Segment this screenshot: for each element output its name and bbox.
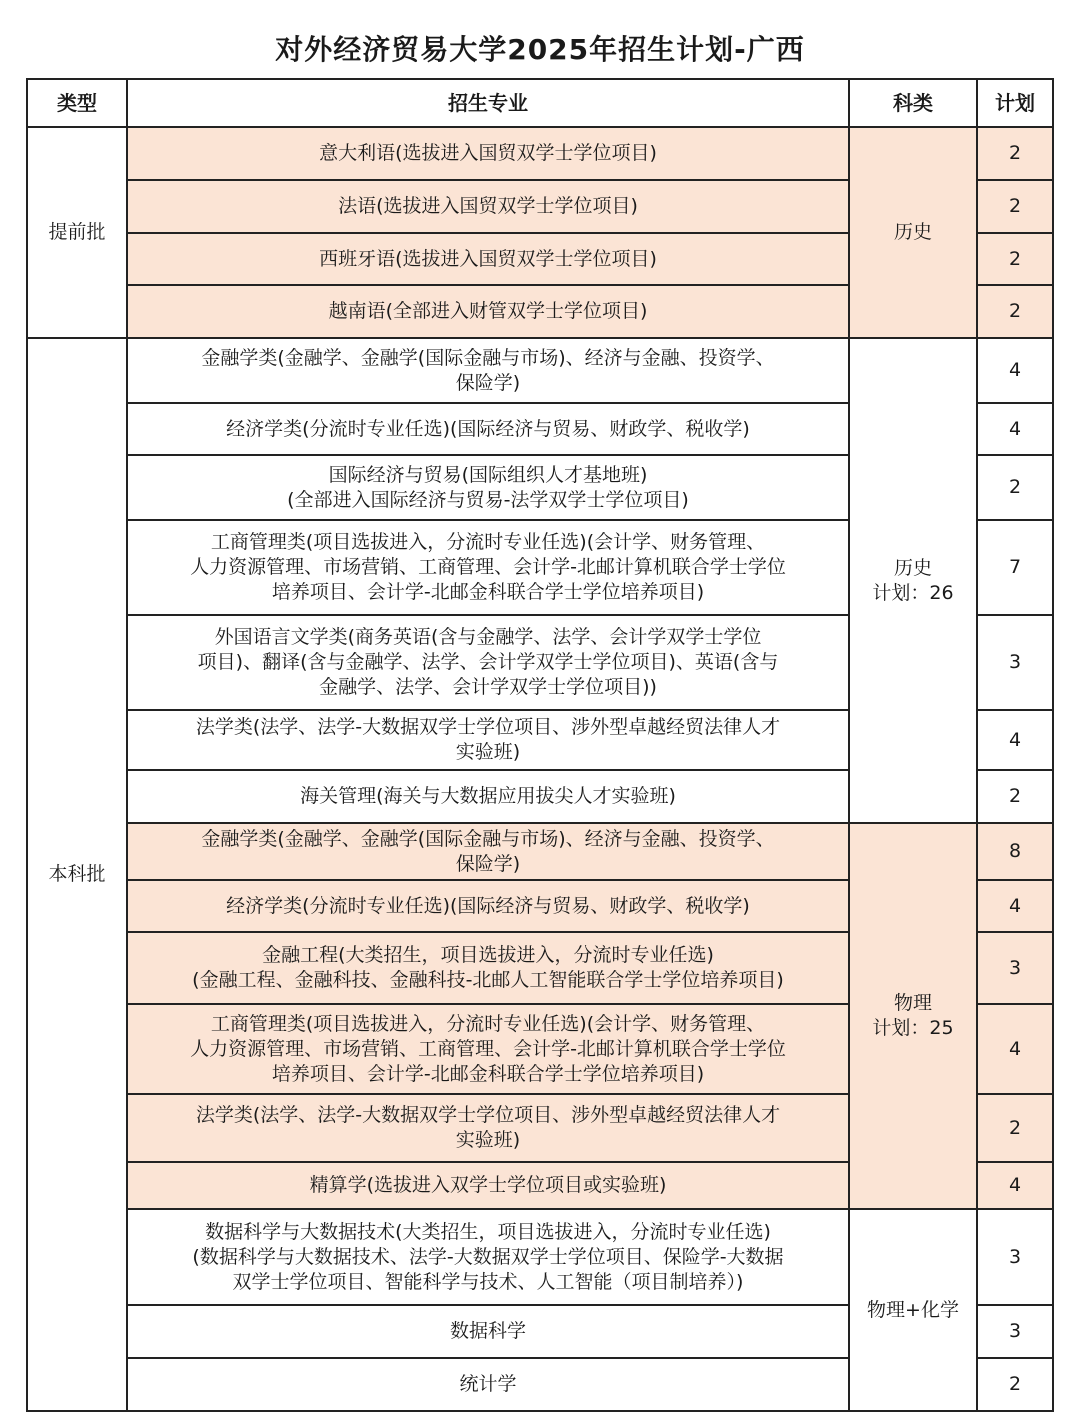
plan-cell: 2 [977, 1358, 1053, 1411]
plan-cell: 4 [977, 1004, 1053, 1094]
plan-cell: 3 [977, 1305, 1053, 1358]
subject-physics-chemistry: 物理+化学 [849, 1209, 977, 1411]
table-row [27, 127, 1053, 180]
major-cell: 数据科学 [127, 1305, 849, 1358]
plan-cell: 4 [977, 403, 1053, 455]
table-header-row [27, 79, 1053, 127]
plan-cell: 8 [977, 823, 1053, 880]
major-cell: 工商管理类(项目选拔进入，分流时专业任选)(会计学、财务管理、 人力资源管理、市场营销、工商管理、会计学-北邮计算机联合学士学位 培养项目、会计学-北邮金科联合学士学位培养项目) [127, 520, 849, 615]
table-row [27, 1209, 1053, 1305]
major-cell: 金融学类(金融学、金融学(国际金融与市场)、经济与金融、投资学、 保险学) [127, 823, 849, 880]
header-major: 招生专业 [127, 79, 849, 127]
admission-plan-table [26, 78, 1054, 1412]
plan-cell: 2 [977, 127, 1053, 180]
plan-cell: 2 [977, 770, 1053, 823]
page-title: 对外经济贸易大学2025年招生计划-广西 [275, 33, 805, 66]
subject-physics: 物理 计划：25 [849, 823, 977, 1209]
plan-cell: 2 [977, 455, 1053, 520]
header-plan: 计划 [977, 79, 1053, 127]
major-cell: 金融工程(大类招生，项目选拔进入，分流时专业任选) (金融工程、金融科技、金融科技-北邮人工智能联合学士学位培养项目) [127, 932, 849, 1004]
major-cell: 西班牙语(选拔进入国贸双学士学位项目) [127, 233, 849, 285]
plan-cell: 2 [977, 233, 1053, 285]
header-type: 类型 [27, 79, 127, 127]
major-cell: 越南语(全部进入财管双学士学位项目) [127, 285, 849, 338]
table-row [27, 338, 1053, 403]
plan-cell: 4 [977, 338, 1053, 403]
table-row [27, 823, 1053, 880]
subject-early-history: 历史 [849, 127, 977, 338]
major-cell: 数据科学与大数据技术(大类招生，项目选拔进入，分流时专业任选) (数据科学与大数据技术、法学-大数据双学士学位项目、保险学-大数据 双学士学位项目、智能科学与技术、人工智能（项目制培养）) [127, 1209, 849, 1305]
major-cell: 金融学类(金融学、金融学(国际金融与市场)、经济与金融、投资学、 保险学) [127, 338, 849, 403]
major-cell: 海关管理(海关与大数据应用拔尖人才实验班) [127, 770, 849, 823]
major-cell: 法学类(法学、法学-大数据双学士学位项目、涉外型卓越经贸法律人才 实验班) [127, 1094, 849, 1162]
major-cell: 统计学 [127, 1358, 849, 1411]
plan-cell: 4 [977, 880, 1053, 932]
major-cell: 国际经济与贸易(国际组织人才基地班) (全部进入国际经济与贸易-法学双学士学位项目) [127, 455, 849, 520]
major-cell: 经济学类(分流时专业任选)(国际经济与贸易、财政学、税收学) [127, 403, 849, 455]
batch-early: 提前批 [27, 127, 127, 338]
plan-cell: 3 [977, 1209, 1053, 1305]
plan-cell: 4 [977, 1162, 1053, 1209]
plan-cell: 2 [977, 285, 1053, 338]
header-subject: 科类 [849, 79, 977, 127]
plan-cell: 4 [977, 710, 1053, 770]
major-cell: 精算学(选拔进入双学士学位项目或实验班) [127, 1162, 849, 1209]
plan-cell: 2 [977, 1094, 1053, 1162]
batch-main: 本科批 [27, 338, 127, 1411]
subject-history: 历史 计划：26 [849, 338, 977, 823]
major-cell: 经济学类(分流时专业任选)(国际经济与贸易、财政学、税收学) [127, 880, 849, 932]
major-cell: 意大利语(选拔进入国贸双学士学位项目) [127, 127, 849, 180]
major-cell: 法学类(法学、法学-大数据双学士学位项目、涉外型卓越经贸法律人才 实验班) [127, 710, 849, 770]
major-cell: 工商管理类(项目选拔进入，分流时专业任选)(会计学、财务管理、 人力资源管理、市场营销、工商管理、会计学-北邮计算机联合学士学位 培养项目、会计学-北邮金科联合学士学位培养项目) [127, 1004, 849, 1094]
plan-cell: 3 [977, 932, 1053, 1004]
plan-cell: 3 [977, 615, 1053, 710]
plan-cell: 7 [977, 520, 1053, 615]
plan-cell: 2 [977, 180, 1053, 233]
major-cell: 法语(选拔进入国贸双学士学位项目) [127, 180, 849, 233]
major-cell: 外国语言文学类(商务英语(含与金融学、法学、会计学双学士学位 项目)、翻译(含与金融学、法学、会计学双学士学位项目)、英语(含与 金融学、法学、会计学双学士学位项目)) [127, 615, 849, 710]
